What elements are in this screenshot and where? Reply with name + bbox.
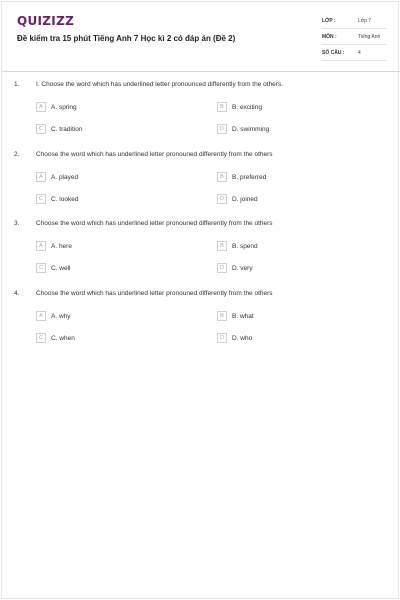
meta-class <box>322 14 386 29</box>
option-text: B. what <box>232 313 254 320</box>
question-2 <box>2 151 400 211</box>
option-text: C. looked <box>51 196 79 203</box>
option-letter-box: D <box>217 333 227 343</box>
option-letter-box: B <box>217 172 227 182</box>
option-letter-box: B <box>217 102 227 112</box>
option-text: C. well <box>51 265 71 272</box>
option-letter-box: A <box>36 172 46 182</box>
option-text: D. swimming <box>232 126 270 133</box>
question-number: 4. <box>14 290 20 297</box>
question-text: Choose the word which has underlined letter pronouned differently from the others <box>36 151 273 158</box>
meta-subject-label: MÔN : <box>322 34 337 40</box>
option-letter-box: D <box>217 194 227 204</box>
question-text: Choose the word which has underlined letter pronouned differently from the others <box>36 220 273 227</box>
option-text: C. when <box>51 335 75 342</box>
option-letter-box: D <box>217 124 227 134</box>
option-letter-box: C <box>36 263 46 273</box>
option-text: D. joined <box>232 196 258 203</box>
question-text: Choose the word which has underlined letter pronouned differently from the others <box>36 290 273 297</box>
question-number: 3. <box>14 220 20 227</box>
worksheet-meta <box>322 14 386 62</box>
meta-subject <box>322 30 386 45</box>
meta-count <box>322 46 386 61</box>
worksheet-header <box>2 2 400 72</box>
question-number: 2. <box>14 151 20 158</box>
option-letter-box: C <box>36 194 46 204</box>
quizizz-logo[interactable]: QUIZIZZ <box>17 14 75 28</box>
option-letter-box: A <box>36 311 46 321</box>
option-text: A. why <box>51 313 71 320</box>
option-text: A. played <box>51 174 79 181</box>
option-text: D. who <box>232 335 253 342</box>
option-text: B. preferred <box>232 174 267 181</box>
option-text: A. spring <box>51 104 77 111</box>
worksheet-page <box>1 1 399 599</box>
option-letter-box: B <box>217 241 227 251</box>
meta-count-value: 4 <box>358 50 361 56</box>
option-text: C. tradition <box>51 126 83 133</box>
option-letter-box: C <box>36 124 46 134</box>
option-letter-box: A <box>36 102 46 112</box>
option-text: D. very <box>232 265 253 272</box>
question-3 <box>2 220 400 280</box>
meta-count-label: SỐ CÂU : <box>322 50 345 56</box>
option-letter-box: B <box>217 311 227 321</box>
option-text: B. exciting <box>232 104 262 111</box>
option-text: B. spend <box>232 243 258 250</box>
question-4 <box>2 290 400 350</box>
meta-subject-value: Tiếng Anh <box>358 34 381 40</box>
worksheet-title: Đề kiểm tra 15 phút Tiếng Anh 7 Học kì 2 có đáp án (Đề 2) <box>17 34 236 43</box>
option-letter-box: C <box>36 333 46 343</box>
option-letter-box: D <box>217 263 227 273</box>
meta-class-value: Lớp 7 <box>358 18 372 24</box>
question-1 <box>2 81 400 141</box>
option-text: A. here <box>51 243 72 250</box>
question-number: 1. <box>14 81 20 88</box>
meta-class-label: LỚP : <box>322 18 336 24</box>
option-letter-box: A <box>36 241 46 251</box>
question-text: I. Choose the word which has underlined letter pronounced differently from the others. <box>36 81 284 88</box>
